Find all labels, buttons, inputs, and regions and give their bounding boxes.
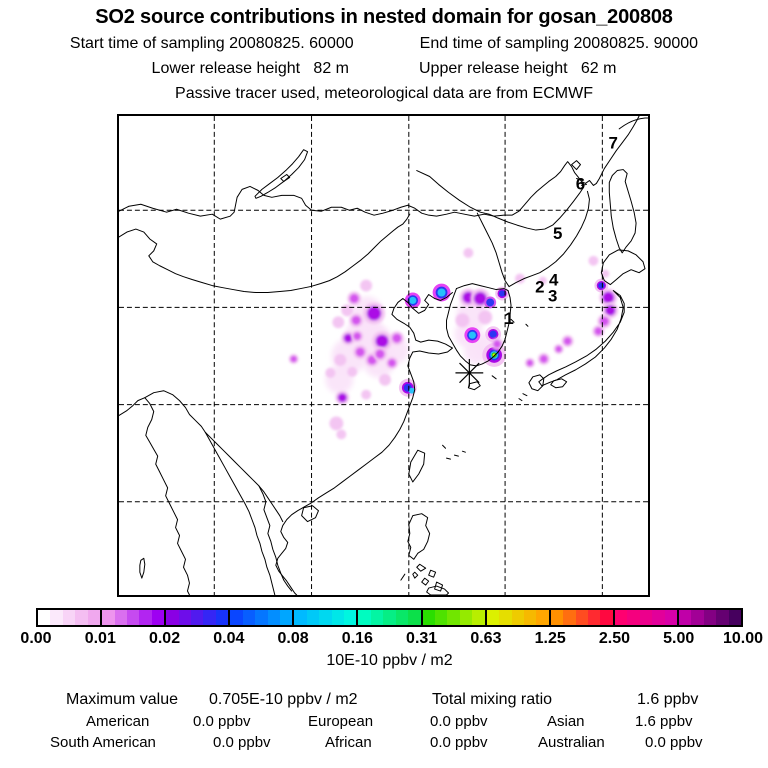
contribution-blob (325, 368, 335, 378)
blob-layer-circle (392, 334, 401, 343)
stat-text: 0.0 ppbv (645, 734, 703, 751)
blob-layer-circle (409, 297, 416, 304)
map-plot (119, 116, 648, 595)
colorbar-cell (280, 610, 292, 625)
colorbar-cell (487, 610, 499, 625)
stat-text: African (325, 734, 372, 751)
blob-layer-circle (600, 317, 609, 326)
colorbar-cell (423, 610, 435, 625)
kyushu-islets (519, 394, 527, 401)
jeju-island (468, 382, 480, 390)
colorbar-cell (408, 610, 420, 625)
colorbar-cell (166, 610, 178, 625)
contribution-blob (329, 416, 343, 430)
contribution-blob (390, 331, 404, 345)
colorbar-segment (615, 610, 679, 625)
colorbar-tick-label: 0.04 (213, 630, 245, 647)
colorbar-cell (563, 610, 575, 625)
blob-layer-circle (598, 282, 604, 288)
colorbar-cell (63, 610, 75, 625)
contribution-blob (335, 391, 349, 405)
taiwan-island (409, 450, 425, 482)
release-height-line (0, 60, 768, 78)
blob-layer-circle (540, 355, 548, 363)
colorbar-cell (691, 610, 703, 625)
upper-release-height-text: Upper release height 62 m (419, 60, 617, 77)
colorbar-cell (38, 610, 50, 625)
blob-layer-circle (347, 367, 357, 377)
colorbar-segment (230, 610, 294, 625)
colorbar-cell (435, 610, 447, 625)
myanmar-border (119, 398, 189, 595)
region-number-label: 5 (552, 223, 563, 243)
colorbar-cell (307, 610, 319, 625)
region-number-label: 7 (608, 133, 618, 153)
colorbar-cell (551, 610, 563, 625)
colorbar-cell (447, 610, 459, 625)
lake-baikal (255, 150, 308, 199)
contribution-blob (538, 353, 550, 365)
colorbar-cell (640, 610, 652, 625)
colorbar-segment (166, 610, 230, 625)
stat-text: American (86, 713, 150, 730)
blob-layer-circle (602, 292, 614, 304)
end-time-text: End time of sampling 20080825. 90000 (419, 35, 699, 52)
colorbar-segment (38, 610, 102, 625)
blob-layer-circle (375, 335, 388, 348)
contribution-blob (289, 354, 299, 364)
colorbar-tick-label: 2.50 (598, 630, 631, 647)
blob-layer-circle (338, 393, 347, 402)
colorbar-cell (371, 610, 383, 625)
colorbar-cell (615, 610, 627, 625)
region-number-label: 1 (504, 309, 514, 329)
contribution-blob (363, 302, 385, 324)
colorbar-segment (551, 610, 615, 625)
colorbar-cell (139, 610, 151, 625)
colorbar-cell (627, 610, 639, 625)
blob-layer-circle (329, 416, 343, 430)
colorbar-cell (255, 610, 267, 625)
contribution-blob (491, 338, 503, 350)
contribution-blob (464, 327, 480, 343)
region-number-label: 6 (575, 174, 586, 194)
blob-layer-circle (290, 356, 297, 363)
colorbar-tick-label: 0.02 (148, 630, 181, 647)
blob-layer-circle (438, 289, 446, 297)
blob-layer-circle (493, 340, 501, 348)
blob-layer-circle (350, 294, 359, 303)
blob-layer-circle (353, 332, 361, 340)
baikal-islet (281, 175, 290, 182)
stat-text: Total mixing ratio (432, 691, 553, 708)
colorbar-segment (679, 610, 741, 625)
hainan-island (302, 506, 319, 522)
blob-layer-circle (367, 306, 381, 320)
contribution-blob (334, 354, 346, 366)
blob-layer-circle (469, 332, 476, 339)
contribution-blob (484, 296, 496, 308)
region-number-label: 4 (549, 270, 559, 290)
sakhalin-island (609, 170, 636, 253)
blob-layer-circle (490, 331, 497, 338)
colorbar-cell (115, 610, 127, 625)
contribution-blob (349, 313, 363, 327)
contribution-blob (332, 316, 344, 328)
blob-layer-circle (334, 354, 346, 366)
contribution-blob (347, 367, 357, 377)
ryukyu-islands (443, 445, 466, 459)
colorbar-cell (729, 610, 741, 625)
blob-layer-circle (360, 280, 372, 292)
colorbar-tick-label: 0.01 (84, 630, 116, 647)
okhotsk-north-coastline (619, 118, 648, 129)
region-number-label: 3 (548, 286, 558, 306)
stat-text: Australian (538, 734, 605, 751)
blob-layer-circle (375, 349, 384, 358)
colorbar-tick-label: 10.00 (722, 630, 764, 647)
colorbar-cell (344, 610, 356, 625)
colorbar-cell (230, 610, 242, 625)
colorbar-cell (716, 610, 728, 625)
colorbar-cell (358, 610, 370, 625)
stat-text: South American (50, 734, 156, 751)
receptor-marker-layer (455, 359, 483, 387)
stat-text: European (308, 713, 374, 730)
colorbar-cell (600, 610, 612, 625)
colorbar-cell (50, 610, 62, 625)
contribution-blob (455, 313, 469, 327)
colorbar-cell (203, 610, 215, 625)
blob-layer-circle (336, 429, 346, 439)
colorbar-cell (524, 610, 536, 625)
colorbar-cell (460, 610, 472, 625)
blob-layer-circle (588, 256, 598, 266)
colorbar-tick-label: 0.63 (470, 630, 502, 647)
blob-layer-circle (499, 290, 505, 296)
stat-text: 0.0 ppbv (213, 734, 271, 751)
contribution-blob (336, 429, 346, 439)
colorbar-tick-label: 0.31 (406, 630, 438, 647)
colorbar-segment (294, 610, 358, 625)
colorbar-cell (102, 610, 114, 625)
contribution-blob (386, 357, 398, 369)
contribution-blob (361, 390, 371, 400)
blob-layer-circle (605, 305, 615, 315)
colorbar-cell (127, 610, 139, 625)
colorbar-cell (268, 610, 280, 625)
contribution-blob (478, 310, 492, 324)
colorbar-cell (216, 610, 228, 625)
colorbar-cell (652, 610, 664, 625)
blob-layer-circle (527, 360, 534, 367)
start-time-text: Start time of sampling 20080825. 60000 (69, 35, 354, 52)
blob-layer-circle (455, 313, 469, 327)
visayas-islands (401, 564, 443, 591)
colorbar-segment (358, 610, 422, 625)
thailand-border (205, 432, 274, 595)
contribution-blob (463, 248, 473, 258)
colorbar-cell (332, 610, 344, 625)
amur-river-border (417, 171, 584, 231)
contribution-blob (373, 347, 387, 361)
tracer-note-line (0, 85, 768, 103)
contribution-blob (588, 256, 598, 266)
colorbar-cell (396, 610, 408, 625)
blob-layer-circle (361, 390, 371, 400)
blob-layer-circle (486, 299, 494, 307)
kyushu-island (529, 375, 544, 391)
colorbar-cell (472, 610, 484, 625)
colorbar-cell (588, 610, 600, 625)
sampling-time-line (0, 35, 768, 53)
colorbar-cell (191, 610, 203, 625)
stat-text: 1.6 ppbv (635, 713, 693, 730)
colorbar-cell (243, 610, 255, 625)
stat-text: 1.6 ppbv (637, 691, 699, 708)
blob-layer-circle (564, 337, 572, 345)
colorbar-segment (423, 610, 487, 625)
blob-layer-circle (356, 347, 365, 356)
luzon-island (408, 514, 430, 560)
stat-text: 0.705E-10 ppbv / m2 (209, 691, 358, 708)
region-number-label: 2 (535, 277, 545, 297)
colorbar-cell (152, 610, 164, 625)
colorbar-tick-label: 0.16 (341, 630, 373, 647)
colorbar-cell (704, 610, 716, 625)
hokkaido-island (601, 250, 645, 285)
colorbar-cell (88, 610, 100, 625)
colorbar-cell (679, 610, 691, 625)
colorbar-cell (665, 610, 677, 625)
stat-text: 0.0 ppbv (430, 713, 488, 730)
stat-text: Maximum value (66, 691, 179, 708)
blob-layer-circle (555, 346, 562, 353)
colorbar-segment (487, 610, 551, 625)
colorbar-cell (319, 610, 331, 625)
colorbar-cell (179, 610, 191, 625)
stat-text: Asian (547, 713, 585, 730)
blob-layer-circle (325, 368, 335, 378)
blob-layer-circle (388, 359, 396, 367)
blob-layer-circle (341, 304, 353, 316)
contribution-blob (525, 358, 535, 368)
colorbar-cell (383, 610, 395, 625)
colorbar-tick-label: 5.00 (663, 630, 695, 647)
blob-layer-circle (478, 310, 492, 324)
stat-text: 0.0 ppbv (193, 713, 251, 730)
lower-release-height-text: Lower release height 82 m (151, 60, 349, 77)
colorbar-cell (536, 610, 548, 625)
blob-layer-circle (332, 316, 344, 328)
contribution-blob (353, 345, 367, 359)
ussuri-border (477, 213, 509, 286)
russia-border-okhotsk-coastline (119, 116, 639, 219)
colorbar-tick-label: 0.00 (20, 630, 52, 647)
colorbar-cell (75, 610, 87, 625)
colorbar-ticks (20, 630, 764, 648)
colorbar-cell (499, 610, 511, 625)
contribution-blob (347, 292, 361, 306)
contribution-blob (405, 293, 421, 309)
colorbar-tick-label: 0.08 (277, 630, 309, 647)
contribution-blob (351, 330, 363, 342)
blob-layer-circle (379, 374, 391, 386)
blob-layer-circle (352, 316, 361, 325)
colorbar (36, 608, 743, 627)
stat-text: 0.0 ppbv (430, 734, 488, 751)
page-title: SO2 source contributions in nested domain for gosan_200808 (95, 6, 673, 28)
colorbar-cell (294, 610, 306, 625)
contribution-blob (360, 280, 372, 292)
contribution-blob (341, 304, 353, 316)
colorbar-tick-label: 1.25 (534, 630, 566, 647)
contribution-blob (554, 344, 564, 354)
andaman-island (140, 558, 145, 578)
shikoku-island (551, 379, 567, 388)
colorbar-cell (576, 610, 588, 625)
contribution-blob (562, 335, 574, 347)
blob-layer-circle (463, 248, 473, 258)
contribution-blob (379, 374, 391, 386)
tracer-note-text: Passive tracer used, meteorological data are from ECMWF (175, 85, 593, 102)
colorbar-cell (512, 610, 524, 625)
map-frame (117, 114, 650, 597)
colorbar-unit-label: 10E-10 ppbv / m2 (326, 652, 453, 669)
blob-layer-circle (594, 327, 602, 335)
colorbar-segment (102, 610, 166, 625)
